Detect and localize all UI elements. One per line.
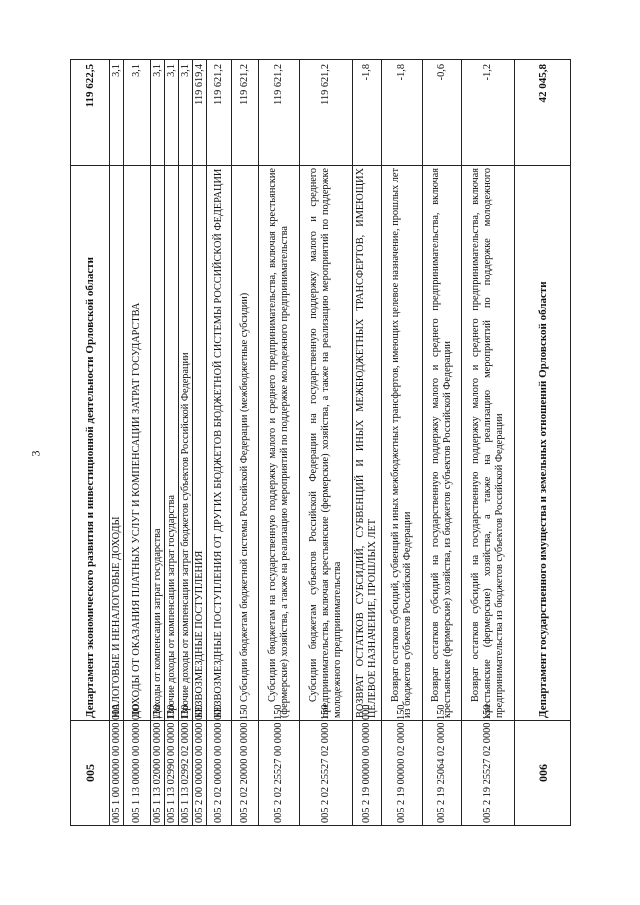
row-name: БЕЗВОЗМЕЗДНЫЕ ПОСТУПЛЕНИЯ ОТ ДРУГИХ БЮДЖЕТОВ БЮДЖЕТНОЙ СИСТЕМЫ РОССИЙСКОЙ ФЕДЕРАЦИИ — [207, 166, 232, 721]
row-code: 005 1 13 02000 00 0000 130 — [151, 721, 165, 826]
table-row — [110, 60, 124, 826]
row-name: БЕЗВОЗМЕЗДНЫЕ ПОСТУПЛЕНИЯ — [193, 166, 207, 721]
row-sum: 3,1 — [124, 60, 151, 166]
row-name: Доходы от компенсации затрат государства — [151, 166, 165, 721]
row-code: 005 2 02 25527 00 0000 150 — [259, 721, 300, 826]
row-sum: 3,1 — [179, 60, 193, 166]
table-row — [353, 60, 382, 826]
row-name: Возврат остатков субсидий на государственную поддержку малого и среднего предпринимательства, включая крестьянские (фермерские) хозяйства, из бюджетов субъектов Российской Федерации — [423, 166, 462, 721]
row-name: Департамент государственного имущества и земельных отношений Орловской области — [515, 166, 571, 721]
table-row — [259, 60, 300, 826]
row-sum: 119 622,5 — [71, 60, 110, 166]
row-code: 005 — [71, 721, 110, 826]
row-sum: -0,6 — [423, 60, 462, 166]
row-name: ДОХОДЫ ОТ ОКАЗАНИЯ ПЛАТНЫХ УСЛУГ И КОМПЕНСАЦИИ ЗАТРАТ ГОСУДАРСТВА — [124, 166, 151, 721]
row-code: 005 2 02 00000 00 0000 000 — [207, 721, 232, 826]
table-row — [207, 60, 232, 826]
budget-table-container — [70, 60, 558, 826]
table-row — [151, 60, 165, 826]
page-number: 3 — [28, 450, 43, 457]
row-sum: 119 621,2 — [300, 60, 353, 166]
table-row — [124, 60, 151, 826]
row-sum: 42 045,8 — [515, 60, 571, 166]
row-name: ВОЗВРАТ ОСТАТКОВ СУБСИДИЙ, СУБВЕНЦИЙ И ИНЫХ МЕЖБЮДЖЕТНЫХ ТРАНСФЕРТОВ, ИМЕЮЩИХ ЦЕЛЕВОЕ НАЗНАЧЕНИЕ, ПРОШЛЫХ ЛЕТ — [353, 166, 382, 721]
row-name: НАЛОГОВЫЕ И НЕНАЛОГОВЫЕ ДОХОДЫ — [110, 166, 124, 721]
row-name: Субсидии бюджетам субъектов Российской Федерации на государственную поддержку малого и среднего предпринимательства, включая крестьянские (фермерские) хозяйства, а также на реализацию мероприятий по поддержке молодежного предпринимательства — [300, 166, 353, 721]
row-name: Департамент экономического развития и инвестиционной деятельности Орловской области — [71, 166, 110, 721]
table-row — [462, 60, 515, 826]
table-row — [300, 60, 353, 826]
row-name: Прочие доходы от компенсации затрат бюджетов субъектов Российской Федерации — [179, 166, 193, 721]
row-code: 005 2 19 00000 02 0000 150 — [382, 721, 423, 826]
row-name: Возврат остатков субсидий на государственную поддержку малого и среднего предпринимательства, включая крестьянские (фермерские) хозяйства, а также на реализацию мероприятий по поддержке молодежного предпринимательства из бюджетов субъектов Российской Федерации — [462, 166, 515, 721]
row-name: Прочие доходы от компенсации затрат государства — [165, 166, 179, 721]
table-row — [193, 60, 207, 826]
row-code: 005 2 00 00000 00 0000 000 — [193, 721, 207, 826]
table-row — [165, 60, 179, 826]
row-sum: 119 621,2 — [232, 60, 259, 166]
row-sum: 119 621,2 — [207, 60, 232, 166]
row-sum: -1,2 — [462, 60, 515, 166]
table-row — [71, 60, 110, 826]
table-row — [232, 60, 259, 826]
row-name: Субсидии бюджетам бюджетной системы Российской Федерации (межбюджетные субсидии) — [232, 166, 259, 721]
table-row — [179, 60, 193, 826]
row-code: 005 2 02 20000 00 0000 150 — [232, 721, 259, 826]
row-sum: 3,1 — [151, 60, 165, 166]
row-code: 005 1 13 02990 00 0000 130 — [165, 721, 179, 826]
row-sum: 119 621,2 — [259, 60, 300, 166]
row-code: 005 1 13 02992 02 0000 130 — [179, 721, 193, 826]
table-row — [382, 60, 423, 826]
row-sum: 3,1 — [165, 60, 179, 166]
row-code: 006 — [515, 721, 571, 826]
row-code: 005 2 19 00000 00 0000 000 — [353, 721, 382, 826]
row-sum: 119 619,4 — [193, 60, 207, 166]
table-row — [515, 60, 571, 826]
row-sum: -1,8 — [353, 60, 382, 166]
row-name: Возврат остатков субсидий, субвенций и иных межбюджетных трансфертов, имеющих целевое назначение, прошлых лет из бюджетов субъектов Российской Федерации — [382, 166, 423, 721]
table-row — [423, 60, 462, 826]
row-sum: -1,8 — [382, 60, 423, 166]
row-code: 005 1 13 00000 00 0000 000 — [124, 721, 151, 826]
row-name: Субсидии бюджетам на государственную поддержку малого и среднего предпринимательства, включая крестьянские (фермерские) хозяйства, а также на реализацию мероприятий по поддержке молодежного предпринимательства — [259, 166, 300, 721]
row-sum: 3,1 — [110, 60, 124, 166]
row-code: 005 2 19 25527 02 0000 150 — [462, 721, 515, 826]
row-code: 005 2 19 25064 02 0000 150 — [423, 721, 462, 826]
row-code: 005 2 02 25527 02 0000 150 — [300, 721, 353, 826]
budget-revenue-table — [70, 59, 571, 826]
row-code: 005 1 00 00000 00 0000 000 — [110, 721, 124, 826]
